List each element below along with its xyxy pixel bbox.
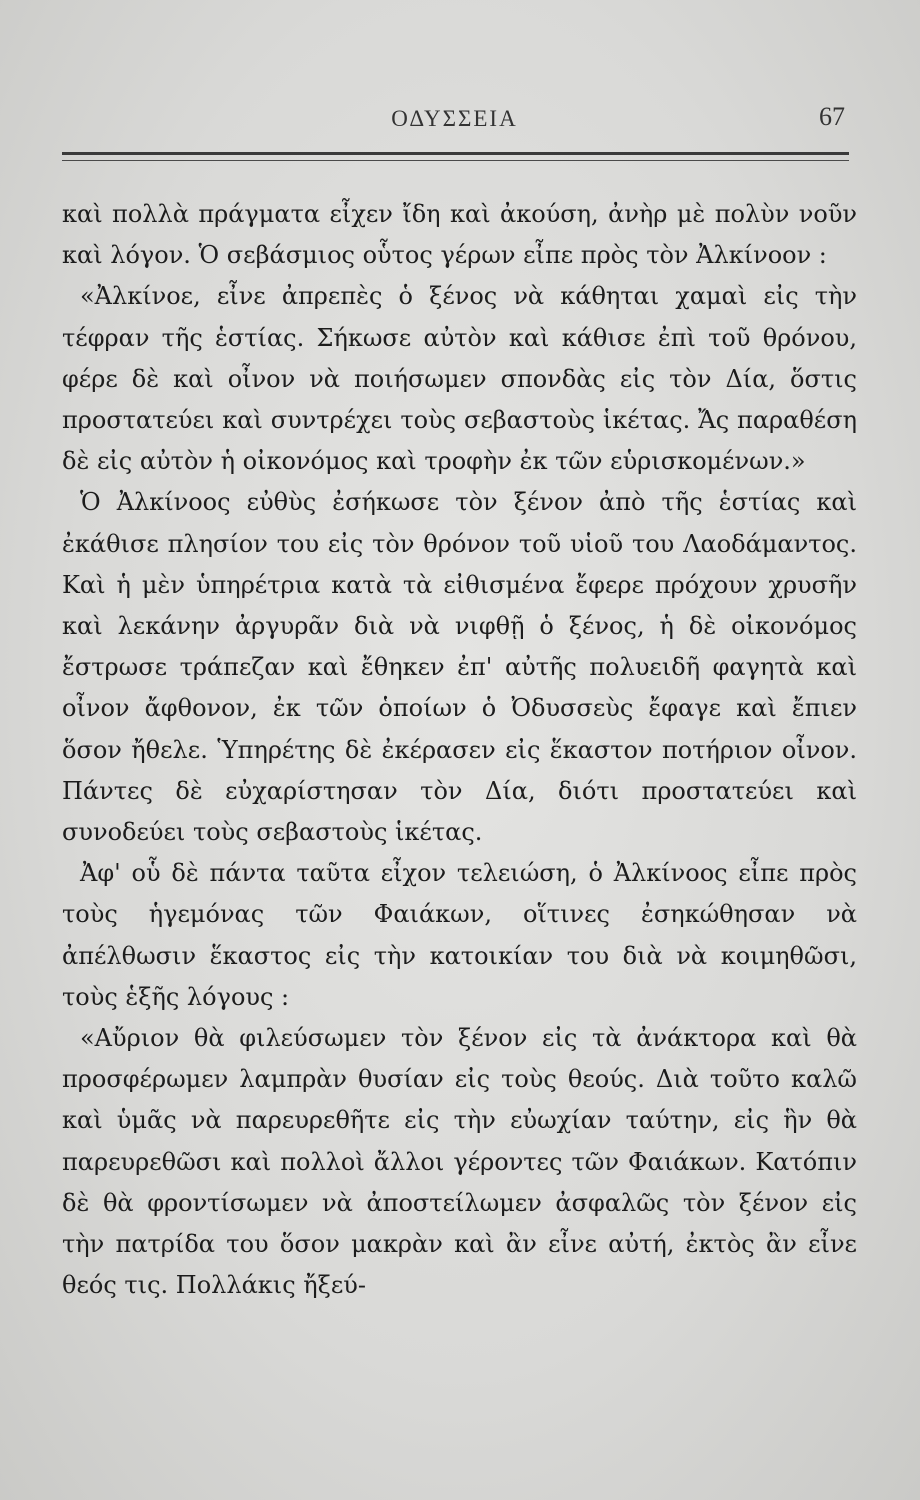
header-rule-thick <box>62 152 849 155</box>
paragraph: Ἀφ' οὗ δὲ πάντα ταῦτα εἶχον τελειώση, ὁ Ἀλκίνοος εἶπε πρὸς τοὺς ἡγεμόνας τῶν Φαιάκων, οἵτινες ἐσηκώθησαν νὰ ἀπέλθωσιν ἕκαστος εἰς τὴν κατοικίαν του διὰ νὰ κοιμηθῶσι, τοὺς ἑξῆς λόγους : <box>62 859 857 1011</box>
paragraph: «Ἀλκίνοε, εἶνε ἀπρεπὲς ὁ ξένος νὰ κάθηται χαμαὶ εἰς τὴν τέφραν τῆς ἑστίας. Σήκωσε αὐτὸν καὶ κάθισε ἐπὶ τοῦ θρόνου, φέρε δὲ καὶ οἶνον νὰ ποιήσωμεν σπονδὰς εἰς τὸν Δία, ὅστις προστατεύει καὶ συντρέχει τοὺς σεβαστοὺς ἱκέτας. Ἄς παραθέση δὲ εἰς αὐτὸν ἡ οἰκονόμος καὶ τροφὴν ἐκ τῶν εὑρισκομένων.» <box>62 282 857 476</box>
header-rule-thin <box>62 160 849 161</box>
page-header <box>62 100 847 136</box>
running-title: ΟΔΥΣΣΕΙΑ <box>391 106 518 131</box>
page-number: 67 <box>819 102 845 131</box>
paragraph: Ὁ Ἀλκίνοος εὐθὺς ἐσήκωσε τὸν ξένον ἀπὸ τῆς ἑστίας καὶ ἐκάθισε πλησίον του εἰς τὸν θρόνον τοῦ υἱοῦ του Λαοδάμαντος. Καὶ ἡ μὲν ὑπηρέτρια κατὰ τὰ εἰθισμένα ἔφερε πρόχουν χρυσῆν καὶ λεκάνην ἀργυρᾶν διὰ νὰ νιφθῇ ὁ ξένος, ἡ δὲ οἰκονόμος ἔστρωσε τράπεζαν καὶ ἔθηκεν ἐπ' αὐτῆς πολυειδῆ φαγητὰ καὶ οἶνον ἄφθονον, ἐκ τῶν ὁποίων ὁ Ὀδυσσεὺς ἔφαγε καὶ ἔπιεν ὅσον ἤθελε. Ὑπηρέτης δὲ ἐκέρασεν εἰς ἕκαστον ποτήριον οἶνον. Πάντες δὲ εὐχαρίστησαν τὸν Δία, διότι προστατεύει καὶ συνοδεύει τοὺς σεβαστοὺς ἱκέτας. <box>62 488 857 847</box>
paragraph: «Αὔριον θὰ φιλεύσωμεν τὸν ξένον εἰς τὰ ἀνάκτορα καὶ θὰ προσφέρωμεν λαμπρὰν θυσίαν εἰς τοὺς θεούς. Διὰ τοῦτο καλῶ καὶ ὑμᾶς νὰ παρευρεθῆτε εἰς τὴν εὐωχίαν ταύτην, εἰς ἣν θὰ παρευρεθῶσι καὶ πολλοὶ ἄλλοι γέροντες τῶν Φαιάκων. Κατόπιν δὲ θὰ φροντίσωμεν νὰ ἀποστείλωμεν ἀσφαλῶς τὸν ξένον εἰς τὴν πατρίδα του ὅσον μακρὰν καὶ ἂν εἶνε αὐτή, ἐκτὸς ἂν εἶνε θεός τις. Πολλάκις ἤξεύ- <box>62 1024 857 1300</box>
body-text <box>62 194 857 1306</box>
paragraph: καὶ πολλὰ πράγματα εἶχεν ἴδη καὶ ἀκούση, ἀνὴρ μὲ πολὺν νοῦν καὶ λόγον. Ὁ σεβάσμιος οὗτος γέρων εἶπε πρὸς τὸν Ἀλκίνοον : <box>62 200 857 270</box>
